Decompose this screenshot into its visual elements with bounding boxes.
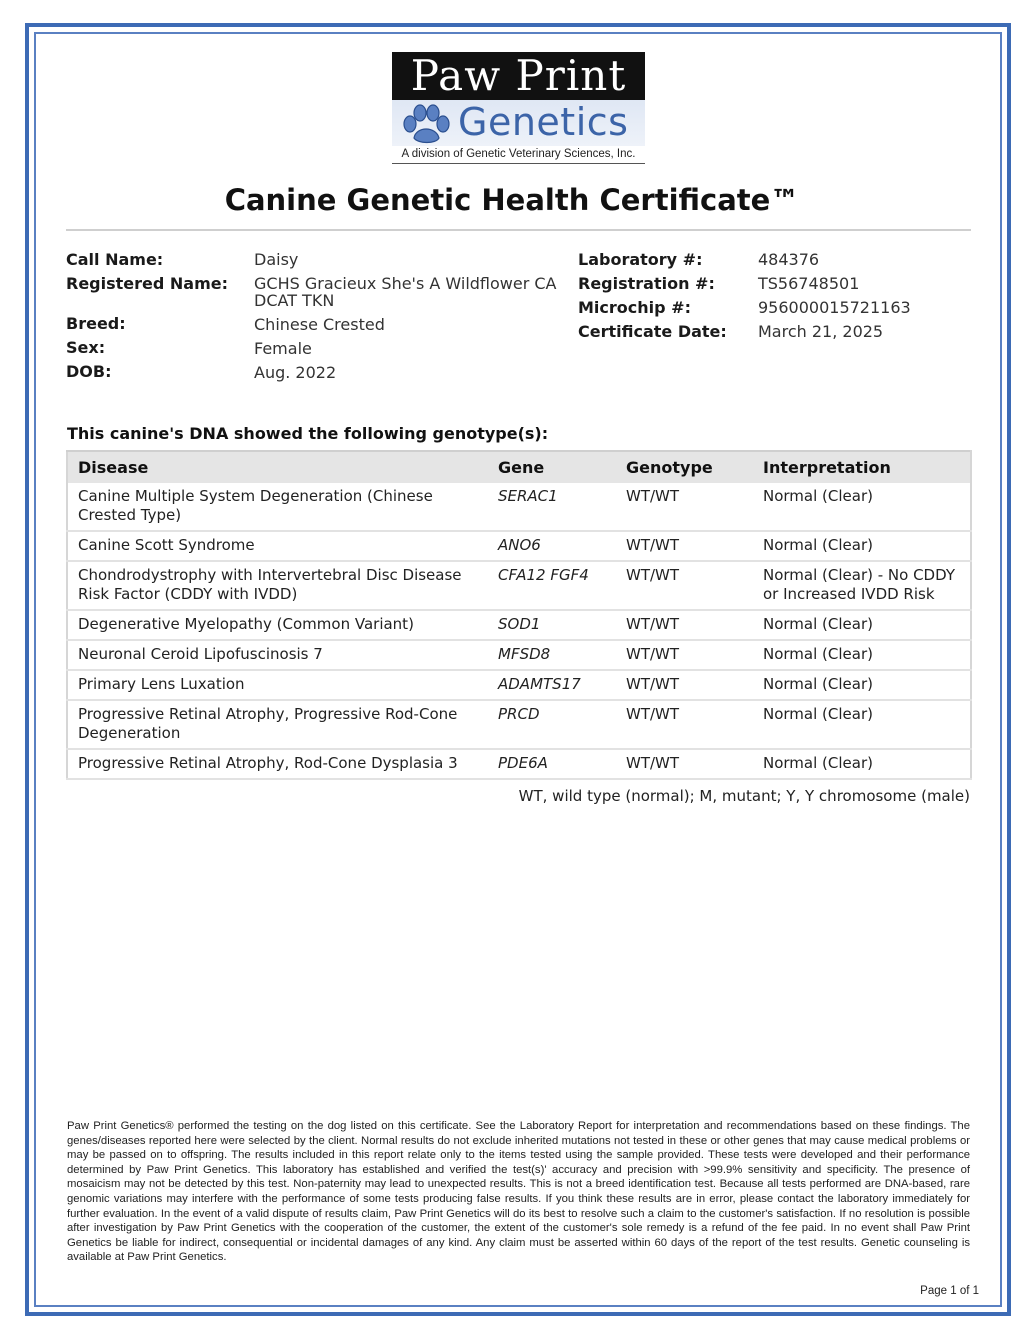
genotype-cell: WT/WT: [616, 483, 753, 531]
registered-name-label: Registered Name:: [66, 274, 229, 293]
registered-name-value: GCHS Gracieux She's A Wildflower CA DCAT TKN: [254, 274, 557, 310]
disease-cell: Chondrodystrophy with Intervertebral Disc Disease Risk Factor (CDDY with IVDD): [67, 561, 488, 610]
microchip-label: Microchip #:: [578, 298, 691, 317]
genotype-cell: WT/WT: [616, 531, 753, 561]
disease-cell: Canine Scott Syndrome: [67, 531, 488, 561]
paw-print-icon: [396, 102, 456, 144]
table-row: [67, 483, 971, 531]
table-row: [67, 640, 971, 670]
disease-cell: Primary Lens Luxation: [67, 670, 488, 700]
genotype-cell: WT/WT: [616, 670, 753, 700]
logo-wordmark-genetics: Genetics: [458, 100, 629, 144]
interpretation-cell: Normal (Clear): [753, 531, 971, 561]
dog-info-labels: [66, 248, 228, 384]
paw-print-genetics-logo: [392, 52, 645, 164]
gene-cell: SOD1: [488, 610, 616, 640]
lab-info-values: [758, 248, 911, 344]
table-row: [67, 700, 971, 749]
call-name-label: Call Name:: [66, 250, 164, 269]
dob-value: Aug. 2022: [254, 363, 337, 382]
logo-wordmark-top: Paw Print: [392, 52, 645, 100]
interpretation-cell: Normal (Clear): [753, 670, 971, 700]
certificate-date-value: March 21, 2025: [758, 322, 884, 341]
gene-cell: PRCD: [488, 700, 616, 749]
logo-subtitle: A division of Genetic Veterinary Sciences, Inc.: [392, 146, 645, 164]
disease-cell: Neuronal Ceroid Lipofuscinosis 7: [67, 640, 488, 670]
title-divider: [66, 229, 971, 231]
sex-value: Female: [254, 339, 312, 358]
microchip-value: 956000015721163: [758, 298, 911, 317]
genotype-cell: WT/WT: [616, 610, 753, 640]
gene-cell: SERAC1: [488, 483, 616, 531]
interpretation-cell: Normal (Clear) - No CDDY or Increased IVDD Risk: [753, 561, 971, 610]
table-header-row: [67, 451, 971, 483]
page-number: Page 1 of 1: [920, 1285, 979, 1297]
interpretation-cell: Normal (Clear): [753, 700, 971, 749]
interpretation-cell: Normal (Clear): [753, 749, 971, 779]
registration-value: TS56748501: [758, 274, 860, 293]
breed-value: Chinese Crested: [254, 315, 385, 334]
genotype-cell: WT/WT: [616, 561, 753, 610]
gene-cell: CFA12 FGF4: [488, 561, 616, 610]
header-gene: Gene: [488, 451, 616, 483]
dog-info-values: [254, 248, 564, 385]
header-interpretation: Interpretation: [753, 451, 971, 483]
genotype-cell: WT/WT: [616, 700, 753, 749]
genotype-cell: WT/WT: [616, 640, 753, 670]
lab-info-labels: [578, 248, 727, 344]
disclaimer-text: Paw Print Genetics® performed the testing on the dog listed on this certificate. See the Laboratory Report for interpretation and recommendations based on these findings. The genes/diseases reported here were selected by the client. Normal results do not exclude inherited mutations not tested in these or other genes that may cause medical problems or may be passed on to offspring. The results included in this report relate only to the items tested using the sample provided. These tests were developed and their performance determined by Paw Print Genetics. This laboratory has established and verified the test(s)' accuracy and precision with >99.9% sensitivity and specificity. The presence of mosaicism may not be detected by this test. Non-paternity may lead to unexpected results. This is not a breed identification test. Because all tests performed are DNA-based, rare genomic variations may interfere with the performance of some tests producing false results. If you think these results are in error, please contact the laboratory immediately for further evaluation. In the event of a valid dispute of results claim, Paw Print Genetics will do its best to resolve such a claim to the customer's satisfaction. If no resolution is possible after investigation by Paw Print Genetics with the cooperation of the customer, the extent of the customer's sole remedy is a refund of the fee paid. In no event shall Paw Print Genetics be liable for indirect, consequential or incidental damages of any kind. Any claim must be asserted within 60 days of the report of the test results. Genetic counseling is available at Paw Print Genetics.: [67, 1120, 970, 1264]
certificate-date-label: Certificate Date:: [578, 322, 727, 341]
genotype-table: [66, 450, 972, 780]
genotype-legend: WT, wild type (normal); M, mutant; Y, Y chromosome (male): [518, 787, 970, 805]
table-row: [67, 610, 971, 640]
dob-label: DOB:: [66, 362, 112, 381]
laboratory-label: Laboratory #:: [578, 250, 703, 269]
table-row: [67, 670, 971, 700]
gene-cell: MFSD8: [488, 640, 616, 670]
header-genotype: Genotype: [616, 451, 753, 483]
call-name-value: Daisy: [254, 250, 299, 269]
header-disease: Disease: [67, 451, 488, 483]
interpretation-cell: Normal (Clear): [753, 610, 971, 640]
certificate-title: Canine Genetic Health Certificate™: [224, 183, 800, 217]
disease-cell: Progressive Retinal Atrophy, Rod-Cone Dysplasia 3: [67, 749, 488, 779]
genotype-heading: This canine's DNA showed the following genotype(s):: [67, 424, 549, 443]
table-row: [67, 531, 971, 561]
disease-cell: Degenerative Myelopathy (Common Variant): [67, 610, 488, 640]
breed-label: Breed:: [66, 314, 126, 333]
gene-cell: ADAMTS17: [488, 670, 616, 700]
gene-cell: ANO6: [488, 531, 616, 561]
gene-cell: PDE6A: [488, 749, 616, 779]
interpretation-cell: Normal (Clear): [753, 483, 971, 531]
disease-cell: Canine Multiple System Degeneration (Chinese Crested Type): [67, 483, 488, 531]
laboratory-value: 484376: [758, 250, 820, 269]
table-row: [67, 749, 971, 779]
logo-genetics-band: [392, 100, 645, 146]
disease-cell: Progressive Retinal Atrophy, Progressive Rod-Cone Degeneration: [67, 700, 488, 749]
registration-label: Registration #:: [578, 274, 715, 293]
table-row: [67, 561, 971, 610]
interpretation-cell: Normal (Clear): [753, 640, 971, 670]
genotype-cell: WT/WT: [616, 749, 753, 779]
sex-label: Sex:: [66, 338, 106, 357]
